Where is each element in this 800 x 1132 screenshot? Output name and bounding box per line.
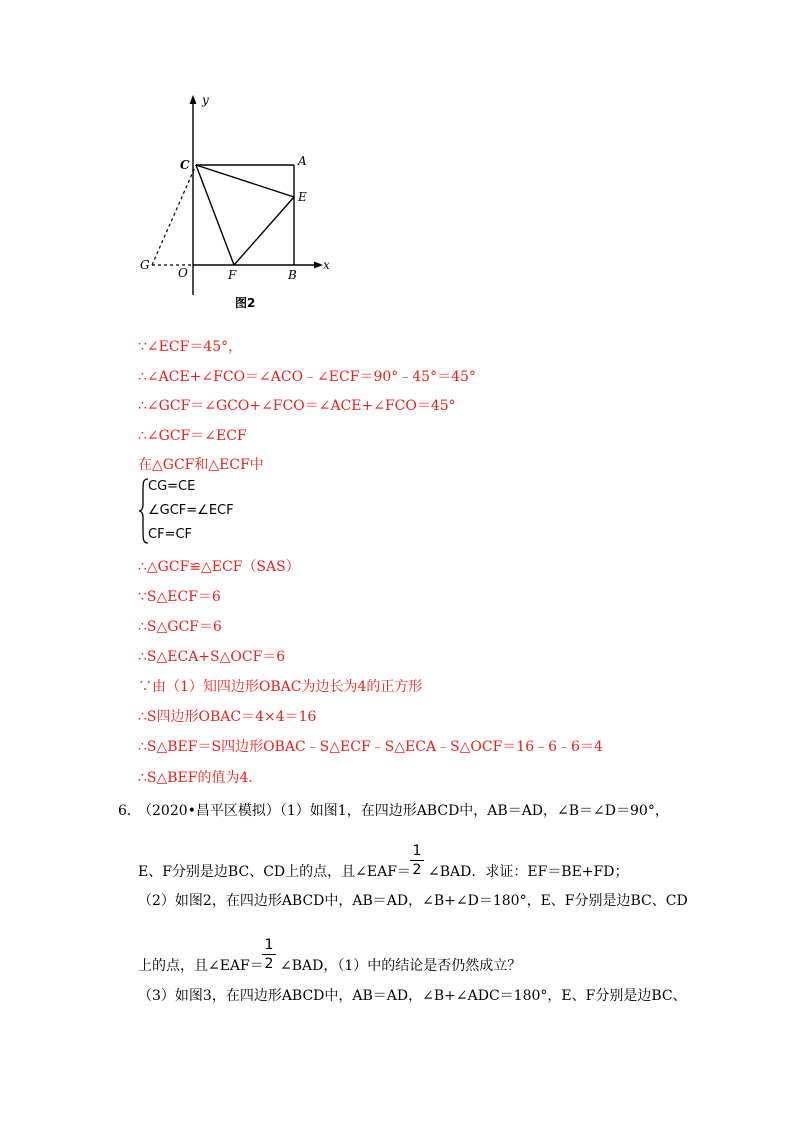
- solution-line-4: ∴∠GCF＝∠ECF: [138, 428, 247, 444]
- system-row-1: CG=CE: [148, 479, 196, 494]
- system-row-2: ∠GCF=∠ECF: [148, 503, 234, 518]
- solution-line-7: ∵S△ECF＝6: [138, 589, 221, 605]
- fraction-half-2: [262, 937, 276, 972]
- question-line-1: （2020•昌平区模拟）（1）如图1，在四边形ABCD中，AB＝AD，∠B＝∠D＝90°，: [138, 803, 669, 819]
- system-row-3: CF=CF: [148, 527, 193, 542]
- fraction-denominator: 2: [264, 956, 274, 972]
- question-line-2a: E、F分别是边BC、CD上的点，且∠EAF＝: [138, 864, 411, 880]
- label-g: G: [140, 258, 150, 272]
- solution-line-5: 在△GCF和△ECF中: [138, 457, 264, 473]
- label-x: x: [323, 258, 330, 272]
- solution-line-13: ∴S△BEF的值为4．: [138, 770, 263, 786]
- question-line-4b: ∠BAD，（1）中的结论是否仍然成立？: [280, 958, 522, 974]
- fraction-numerator: 1: [412, 843, 422, 859]
- label-a: A: [298, 154, 307, 168]
- solution-line-8: ∴S△GCF＝6: [138, 619, 222, 635]
- solution-line-3: ∴∠GCF＝∠GCO+∠FCO＝∠ACE+∠FCO＝45°: [138, 398, 456, 414]
- fraction-half-1: [410, 843, 424, 878]
- figure-caption: 图2: [235, 296, 256, 310]
- question-line-2b: ∠BAD．求证：EF＝BE+FD；: [428, 864, 629, 880]
- question-line-5: （3）如图3，在四边形ABCD中，AB＝AD，∠B+∠ADC＝180°，E、F分别是边BC、: [138, 988, 687, 1004]
- fraction-numerator: 1: [264, 937, 274, 953]
- label-e: E: [298, 190, 307, 204]
- question-number: 6．: [118, 803, 141, 819]
- figure-svg: [138, 95, 340, 311]
- label-f: F: [228, 268, 237, 282]
- solution-line-10: ∵由（1）知四边形OBAC为边长为4的正方形: [138, 679, 423, 695]
- question-line-3: （2）如图2，在四边形ABCD中，AB＝AD，∠B+∠D＝180°，E、F分别是边BC、CD: [138, 893, 688, 909]
- solution-line-2: ∴∠ACE+∠FCO＝∠ACO﹣∠ECF＝90°﹣45°＝45°: [138, 369, 476, 385]
- fraction-denominator: 2: [412, 862, 422, 878]
- solution-line-12: ∴S△BEF＝S四边形OBAC﹣S△ECF﹣S△ECA﹣S△OCF＝16﹣6﹣6＝4: [138, 739, 603, 755]
- geometry-figure: [138, 95, 340, 311]
- label-c: C: [180, 158, 190, 172]
- label-b: B: [288, 268, 297, 282]
- question-line-4a: 上的点，且∠EAF＝: [138, 958, 264, 974]
- label-y: y: [202, 95, 209, 107]
- equation-system: [138, 477, 278, 545]
- solution-line-11: ∴S四边形OBAC＝4×4＝16: [138, 709, 317, 725]
- solution-line-6: ∴△GCF≌△ECF（SAS）: [138, 559, 300, 575]
- solution-line-9: ∴S△ECA+S△OCF＝6: [138, 649, 286, 665]
- solution-line-1: ∵∠ECF＝45°，: [138, 339, 243, 355]
- label-o: O: [178, 266, 188, 280]
